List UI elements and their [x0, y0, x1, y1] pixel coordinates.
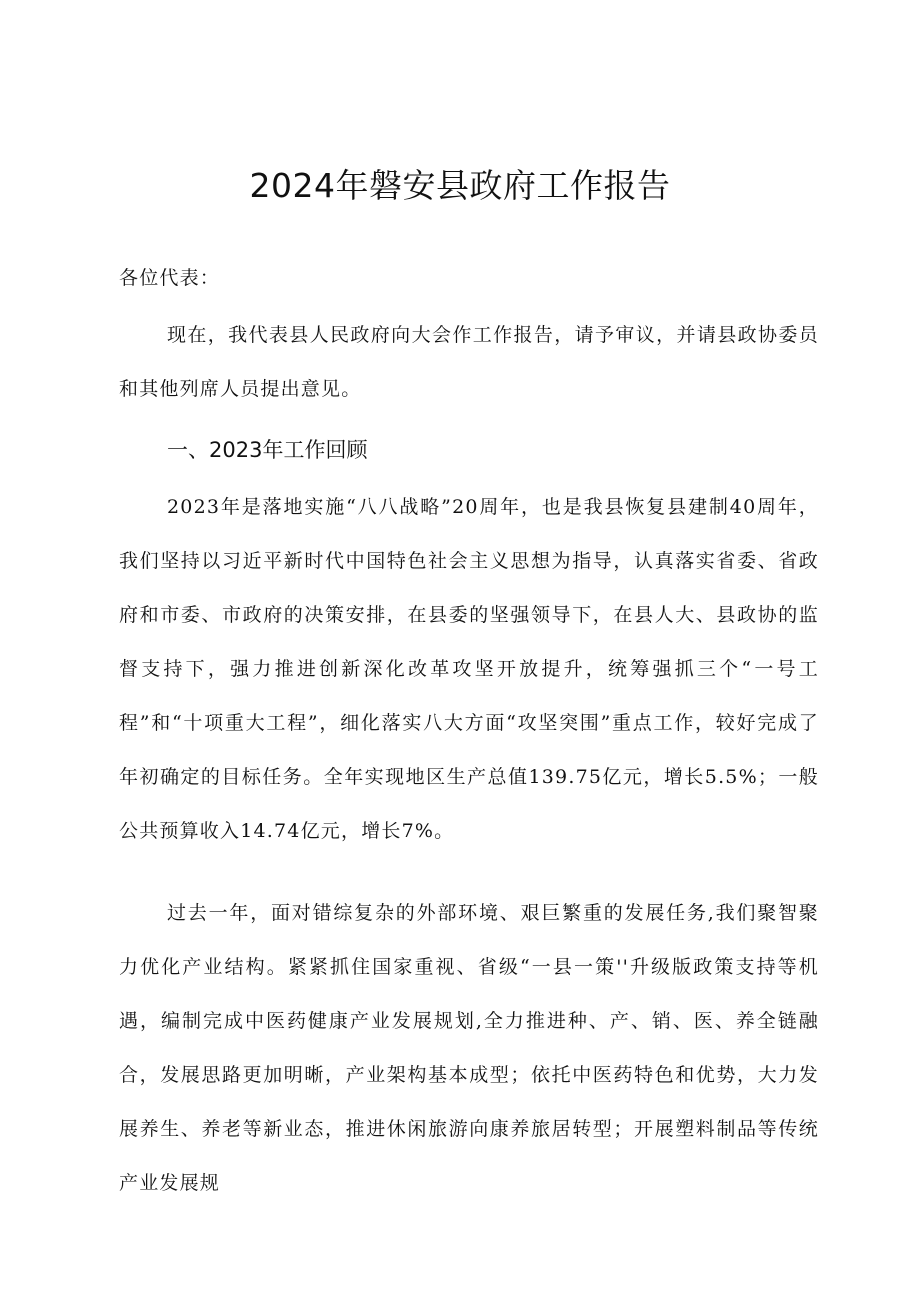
- paragraph-past-year: 过去一年，面对错综复杂的外部环境、艰巨繁重的发展任务,我们聚智聚力优化产业结构。紧紧抓住国家重视、省级“一县一策''升级版政策支持等机遇，编制完成中医药健康产业发展规划,全力推进种、产、销、医、养全链融合，发展思路更加明晰，产业架构基本成型；依托中医药特色和优势，大力发展养生、养老等新业态，推进休闲旅游向康养旅居转型；开展塑料制品等传统产业发展规: [119, 902, 819, 1194]
- intro-paragraph: 现在，我代表县人民政府向大会作工作报告，请予审议，并请县政协委员和其他列席人员提出意见。: [119, 324, 819, 400]
- paragraph-2023-review: 2023年是落地实施“八八战略”20周年，也是我县恢复县建制40周年，我们坚持以习近平新时代中国特色社会主义思想为指导，认真落实省委、省政府和市委、市政府的决策安排，在县委的坚强领导下，在县人大、县政协的监督支持下，强力推进创新深化改革攻坚开放提升，统筹强抓三个“一号工程”和“十项重大工程”，细化落实八大方面“攻坚突围”重点工作，较好完成了年初确定的目标任务。全年实现地区生产总值139.75亿元，增长5.5%；一般公共预算收入14.74亿元，增长7%。: [119, 496, 819, 842]
- document-title: 2024年磐安县政府工作报告: [249, 166, 671, 205]
- salutation: 各位代表：: [119, 267, 221, 289]
- section-heading: 一、2023年工作回顾: [167, 438, 368, 462]
